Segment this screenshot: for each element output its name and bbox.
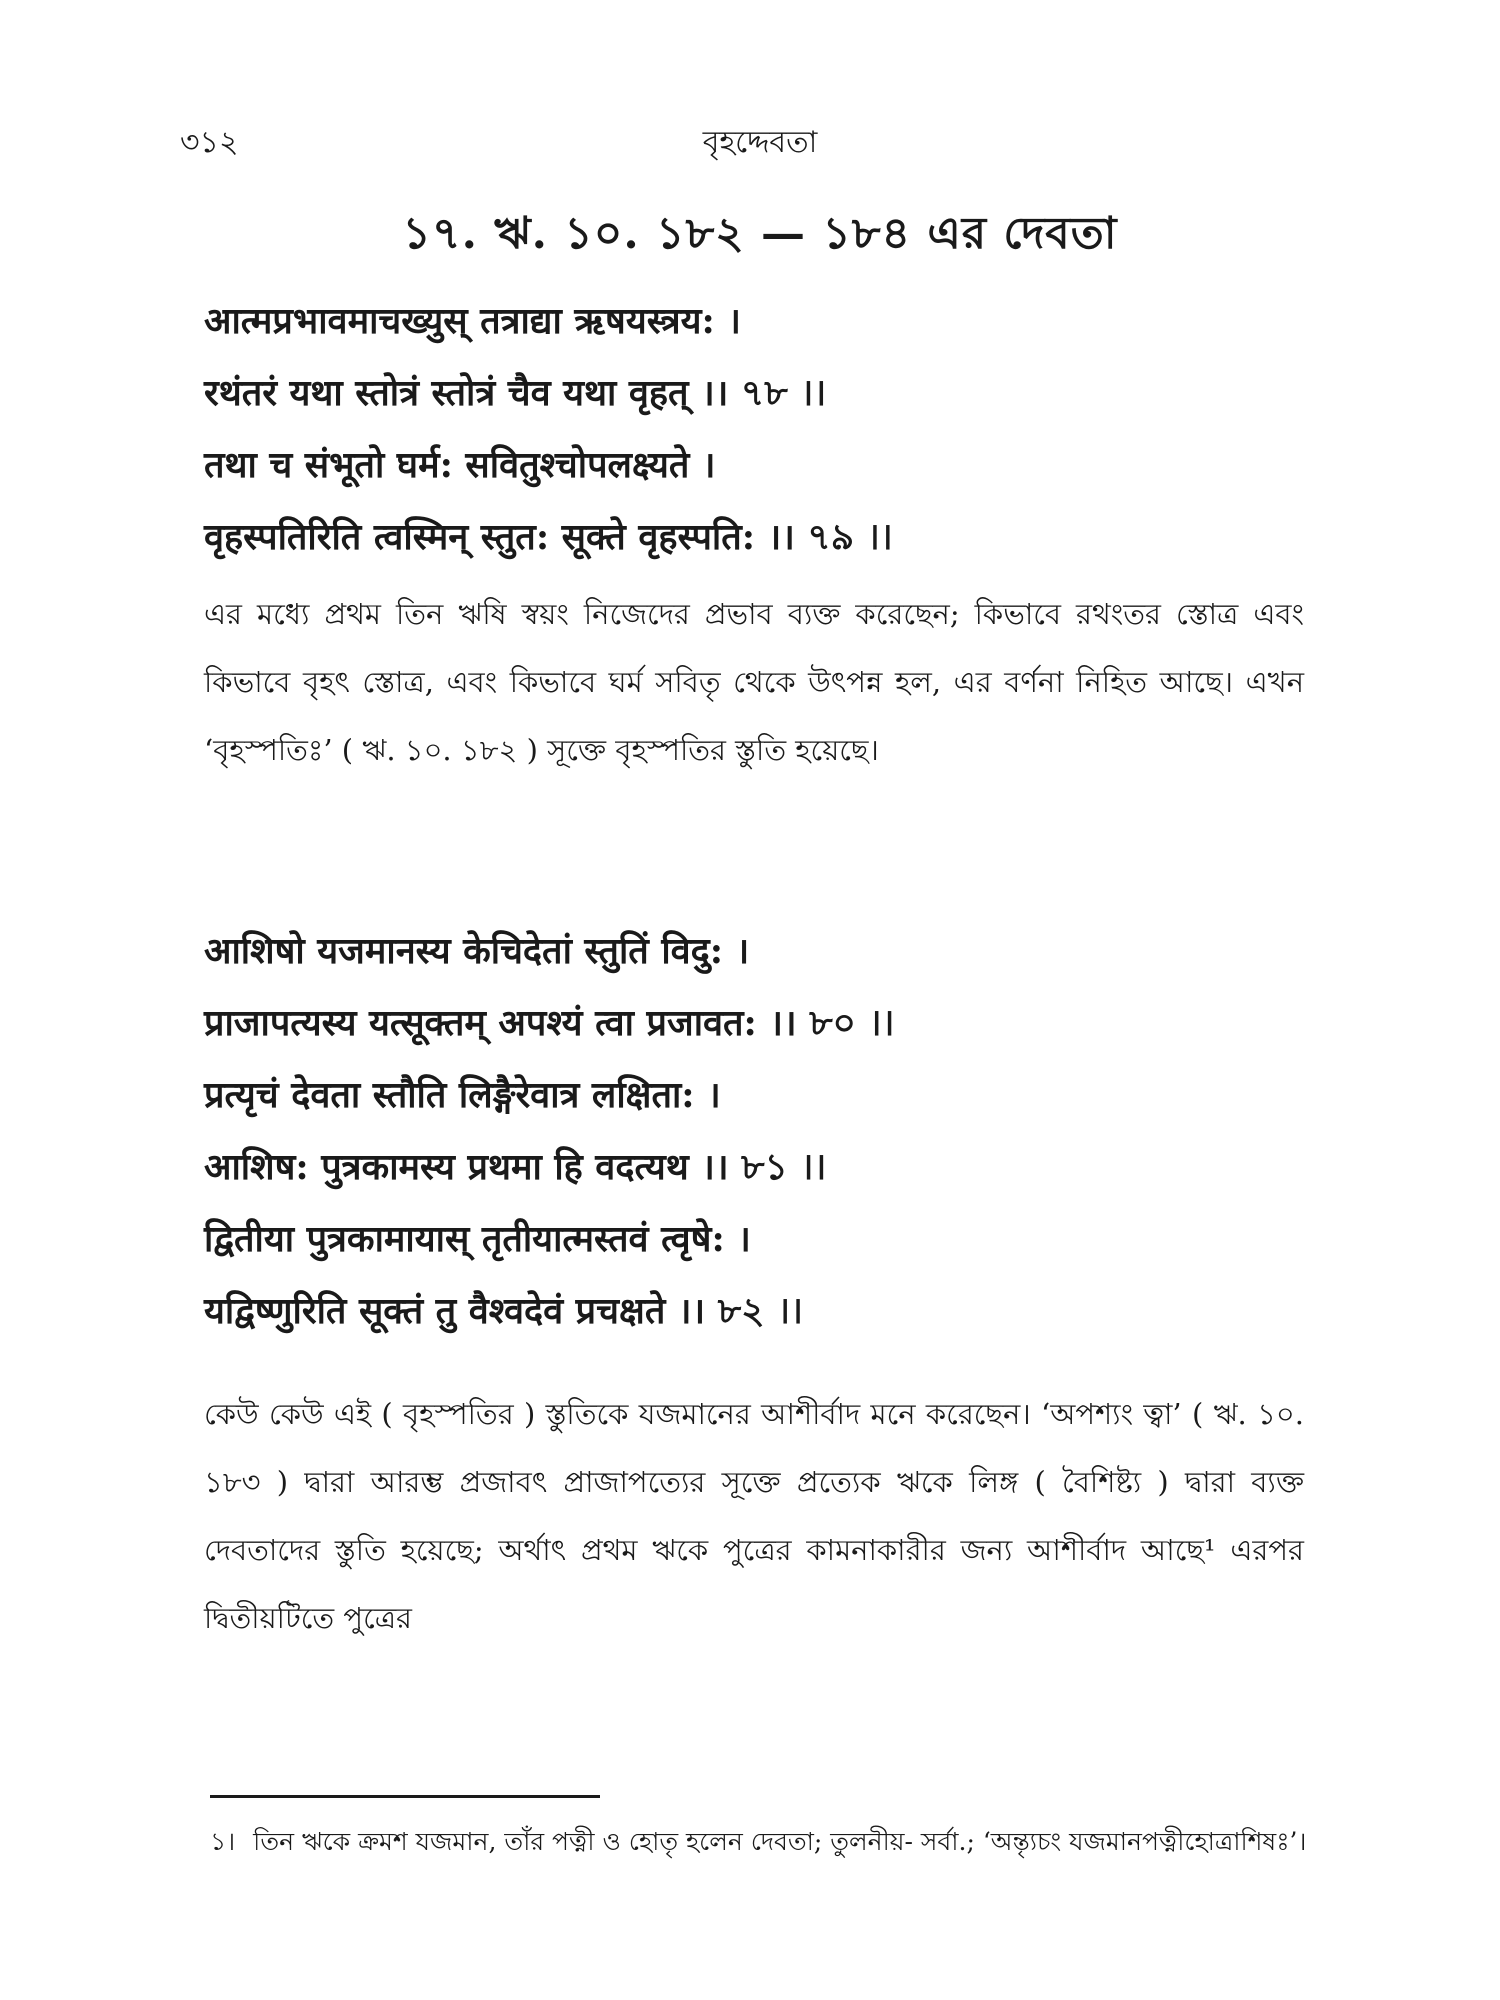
translation-paragraph-2: কেউ কেউ এই ( বৃহস্পতির ) স্তুতিকে যজমানের আশীর্বাদ মনে করেছেন। ‘অপশ্যং ত্বা’ ( ঋ. ১০. ১৮৩ ) দ্বারা আরম্ভ প্রজাবৎ প্রাজাপত্যের সূক্তে প্রত্যেক ঋকে লিঙ্গ ( বৈশিষ্ট্য ) দ্বারা ব্যক্ত দেবতাদের স্তুতি হয়েছে; অর্থাৎ প্রথম ঋকে পুত্রের কামনাকারীর জন্য আশীর্বাদ আছে¹ এরপর দ্বিতীয়টিতে পুত্রের <box>204 1397 1304 1635</box>
verse-line: रथंतरं यथा स्तोत्रं स्तोत्रं चैव यथा वृहत् ।। ৭৮ ।। <box>204 372 826 414</box>
footnote-divider <box>210 1795 600 1798</box>
running-head: বৃহদ্দেবতা <box>702 125 818 160</box>
verse-line: तथा च संभूतो घर्म: सवितुश्चोपलक्ष्यते । <box>204 444 716 486</box>
verse-line: प्रत्यृचं देवता स्तौति लिङ्गैरेवात्र लक्षिता: । <box>204 1074 721 1116</box>
verse-line: आत्मप्रभावमाचख्युस् तत्राद्या ऋषयस्त्रय: । <box>204 300 741 342</box>
verse-line: वृहस्पतिरिति त्वस्मिन् स्तुत: सूक्ते वृहस्पति: ।। ৭৯ ।। <box>204 516 893 558</box>
verse-line: यद्विष्णुरिति सूक्तं तु वैश्वदेवं प्रचक्षते ।। ৮২ ।। <box>204 1290 803 1332</box>
footnote-text: তিন ঋকে ক্রমশ যজমান, তাঁর পত্নী ও হোতৃ হলেন দেবতা; তুলনীয়- সর্বা.; ‘অন্ত্যৃচং যজমানপত্নীহোত্রাশিষঃ’। <box>253 1827 1307 1856</box>
page-header <box>180 118 1340 158</box>
verse-block-2 <box>204 915 1324 1347</box>
page-number: ৩১২ <box>180 125 239 160</box>
verse-line: आशिष: पुत्रकामस्य प्रथमा हि वदत्यथ ।। ৮১ ।। <box>204 1146 827 1188</box>
section-title: ১৭. ঋ. ১০. ১৮২ — ১৮৪ এর দেবতা <box>402 208 1118 259</box>
verse-block-1 <box>204 285 1324 573</box>
footnote-marker: ১। <box>210 1827 236 1856</box>
verse-line: द्वितीया पुत्रकामायास् तृतीयात्मस्तवं त्वृषे: । <box>204 1218 751 1260</box>
translation-paragraph-1: এর মধ্যে প্রথম তিন ঋষি স্বয়ং নিজেদের প্রভাব ব্যক্ত করেছেন; কিভাবে রথংতর স্তোত্র এবং কিভাবে বৃহৎ স্তোত্র, এবং কিভাবে ঘর্ম সবিতৃ থেকে উৎপন্ন হল, এর বর্ণনা নিহিত আছে। এখন ‘বৃহস্পতিঃ’ ( ঋ. ১০. ১৮২ ) সূক্তে বৃহস্পতির স্তুতি হয়েছে। <box>204 597 1304 767</box>
verse-line: प्राजापत्यस्य यत्सूक्तम् अपश्यं त्वा प्रजावत: ।। ৮০ ।। <box>204 1002 895 1044</box>
footnote <box>210 1812 1310 1872</box>
verse-line: आशिषो यजमानस्य केचिदेतां स्तुतिं विदु: । <box>204 930 750 972</box>
